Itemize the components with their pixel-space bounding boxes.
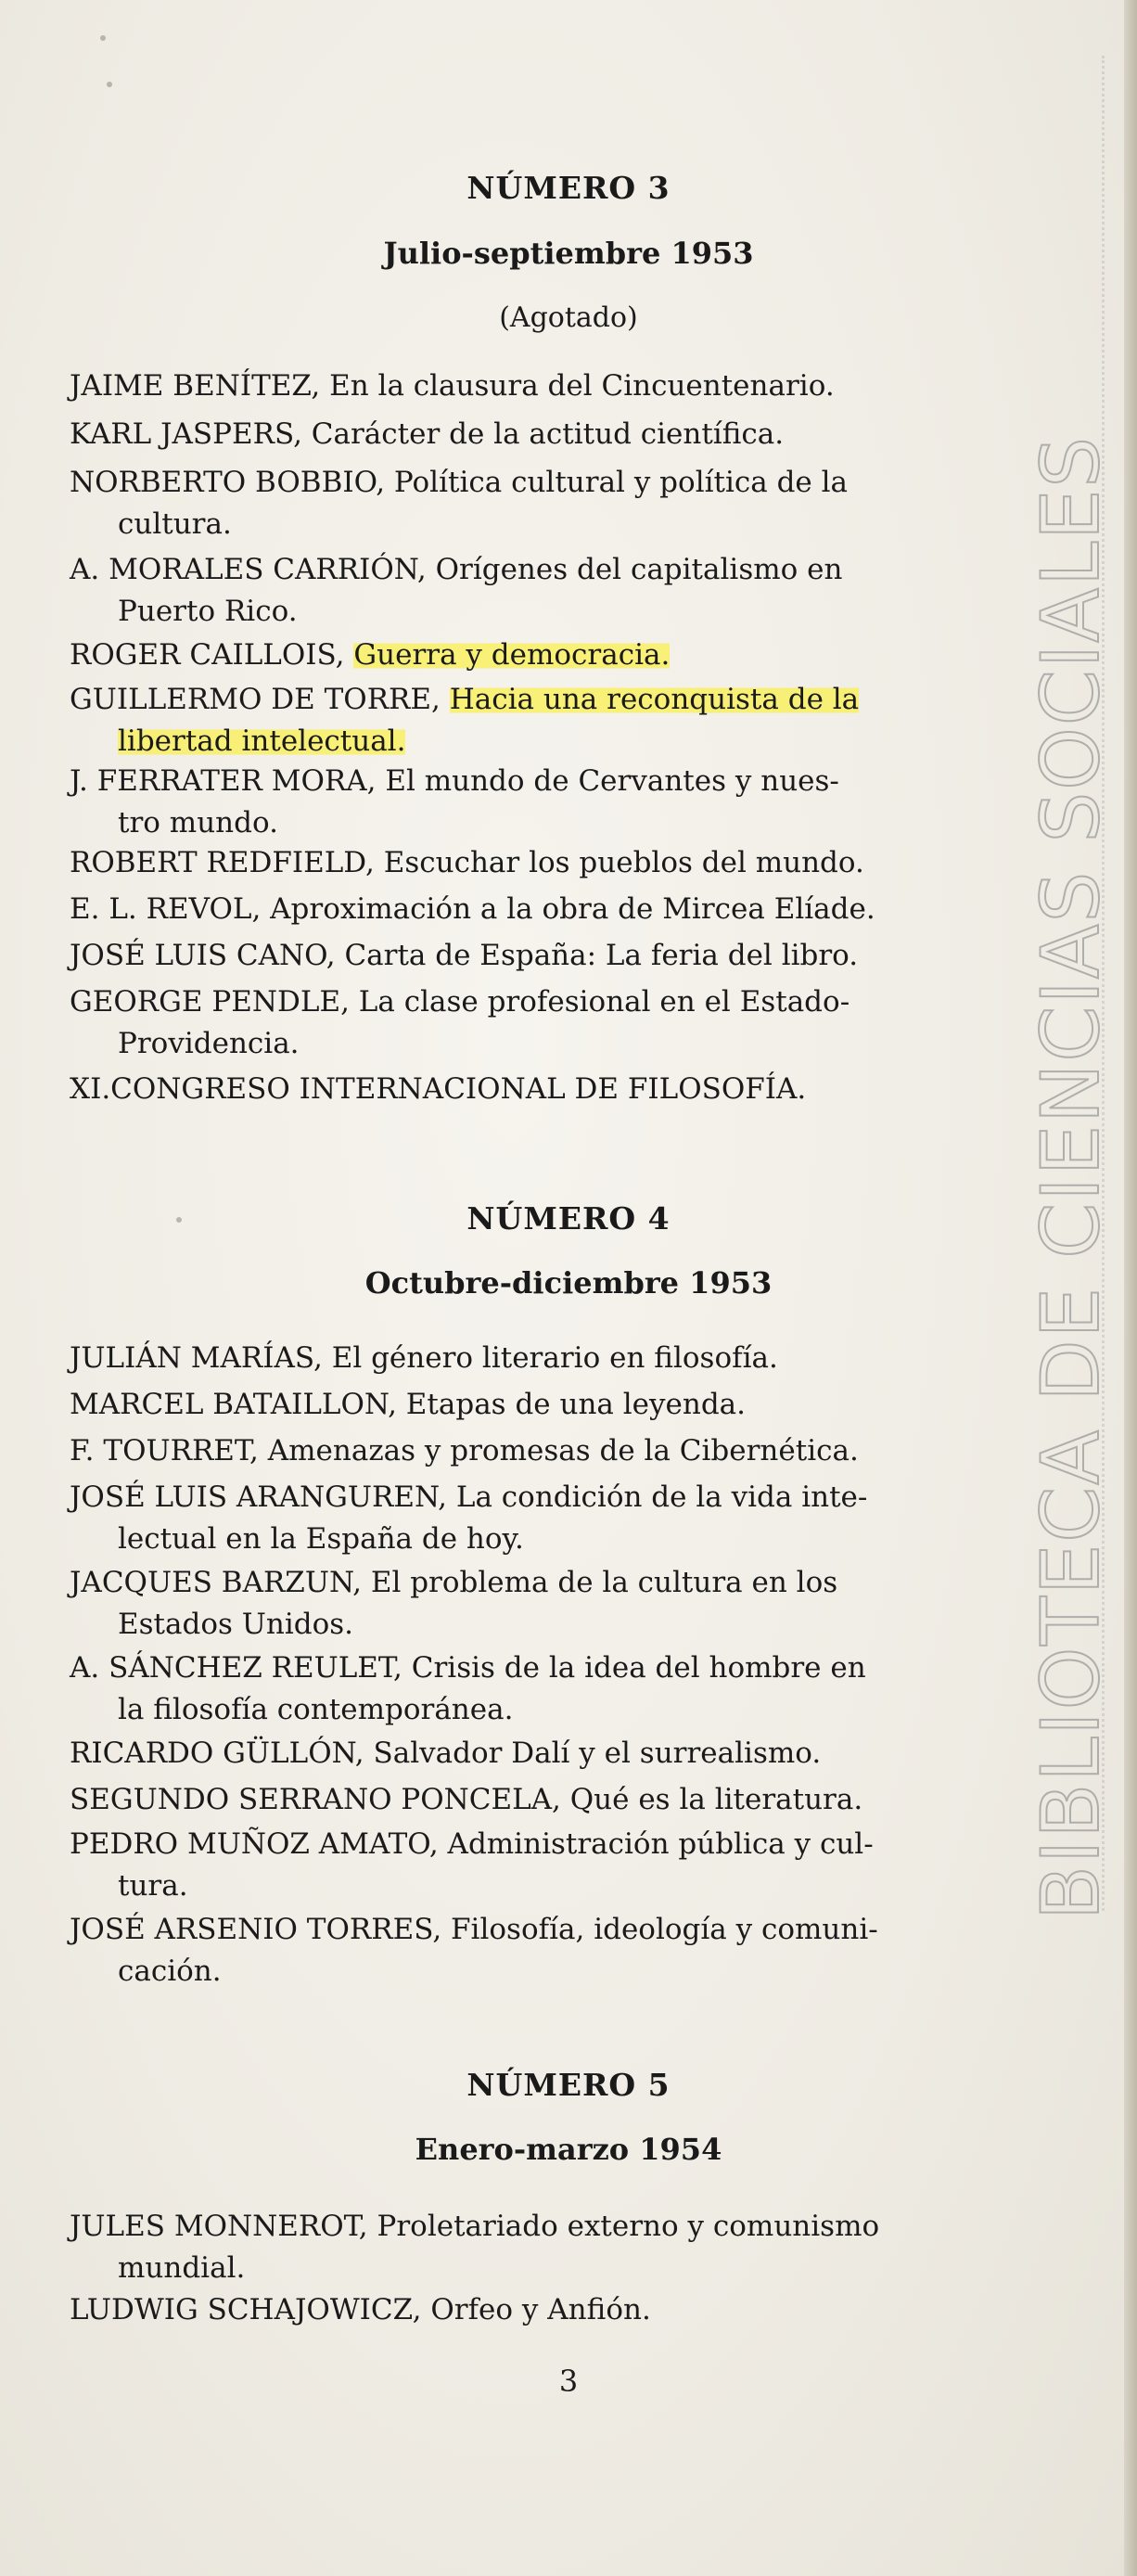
page-number: 3 [558, 2364, 579, 2399]
list-item: GUILLERMO DE TORRE, Hacia una reconquista de la libertad intelectual. [70, 683, 860, 758]
list-item: SEGUNDO SERRANO PONCELA, Qué es la literatura. [70, 1783, 863, 1816]
list-item: A. SÁNCHEZ REULET, Crisis de la idea del hombre en la filosofía contemporánea. [70, 1651, 866, 1726]
list-item: JOSÉ ARSENIO TORRES, Filosofía, ideología y comuni- cación. [70, 1913, 878, 1988]
section-heading: NÚMERO 5 [466, 2067, 671, 2103]
list-item: A. MORALES CARRIÓN, Orígenes del capitalismo en Puerto Rico. [70, 553, 843, 628]
list-item: JAIME BENÍTEZ, En la clausura del Cincuentenario. [70, 369, 835, 403]
page-edge [1124, 0, 1137, 2576]
section-dates: Enero-marzo 1954 [415, 2132, 722, 2167]
highlighted-title: Hacia una reconquista de la [449, 683, 860, 716]
list-item: E. L. REVOL, Aproximación a la obra de Mircea Elíade. [70, 892, 875, 926]
list-item: MARCEL BATAILLON, Etapas de una leyenda. [70, 1388, 747, 1421]
list-item: PEDRO MUÑOZ AMATO, Administración pública y cul- tura. [70, 1827, 874, 1903]
list-item: NORBERTO BOBBIO, Política cultural y política de la cultura. [70, 466, 849, 541]
list-item: JACQUES BARZUN, El problema de la cultura en los Estados Unidos. [70, 1566, 838, 1641]
list-item: JULIÁN MARÍAS, El género literario en filosofía. [70, 1341, 778, 1375]
list-item: LUDWIG SCHAJOWICZ, Orfeo y Anfión. [70, 2293, 651, 2326]
section-dates: Octubre-diciembre 1953 [364, 1265, 773, 1301]
library-stamp: BIBLIOTECA DE CIENCIAS SOCIALES [1025, 435, 1118, 1920]
list-item: XI.CONGRESO INTERNACIONAL DE FILOSOFÍA. [70, 1072, 807, 1106]
paper-speck [100, 35, 106, 41]
section-dates: Julio-septiembre 1953 [383, 236, 754, 271]
list-item: F. TOURRET, Amenazas y promesas de la Cibernética. [70, 1434, 859, 1467]
list-item: JOSÉ LUIS ARANGUREN, La condición de la vida inte- lectual en la España de hoy. [70, 1480, 868, 1556]
list-item: J. FERRATER MORA, El mundo de Cervantes y nues- tro mundo. [70, 764, 839, 839]
section-heading: NÚMERO 3 [466, 170, 671, 206]
highlighted-title: Guerra y democracia. [353, 638, 671, 672]
list-item: ROBERT REDFIELD, Escuchar los pueblos del mundo. [70, 846, 864, 879]
list-item: GEORGE PENDLE, La clase profesional en el Estado- Providencia. [70, 985, 850, 1060]
list-item: KARL JASPERS, Carácter de la actitud científica. [70, 417, 785, 451]
section-note: (Agotado) [499, 301, 638, 334]
list-item: JULES MONNEROT, Proletariado externo y comunismo mundial. [70, 2210, 880, 2285]
list-item: RICARDO GÜLLÓN, Salvador Dalí y el surrealismo. [70, 1737, 822, 1770]
list-item: JOSÉ LUIS CANO, Carta de España: La feria del libro. [70, 939, 859, 972]
highlighted-title: libertad intelectual. [118, 724, 406, 758]
list-item: ROGER CAILLOIS, Guerra y democracia. [70, 638, 671, 672]
section-heading: NÚMERO 4 [466, 1200, 671, 1237]
paper-speck [107, 82, 112, 87]
